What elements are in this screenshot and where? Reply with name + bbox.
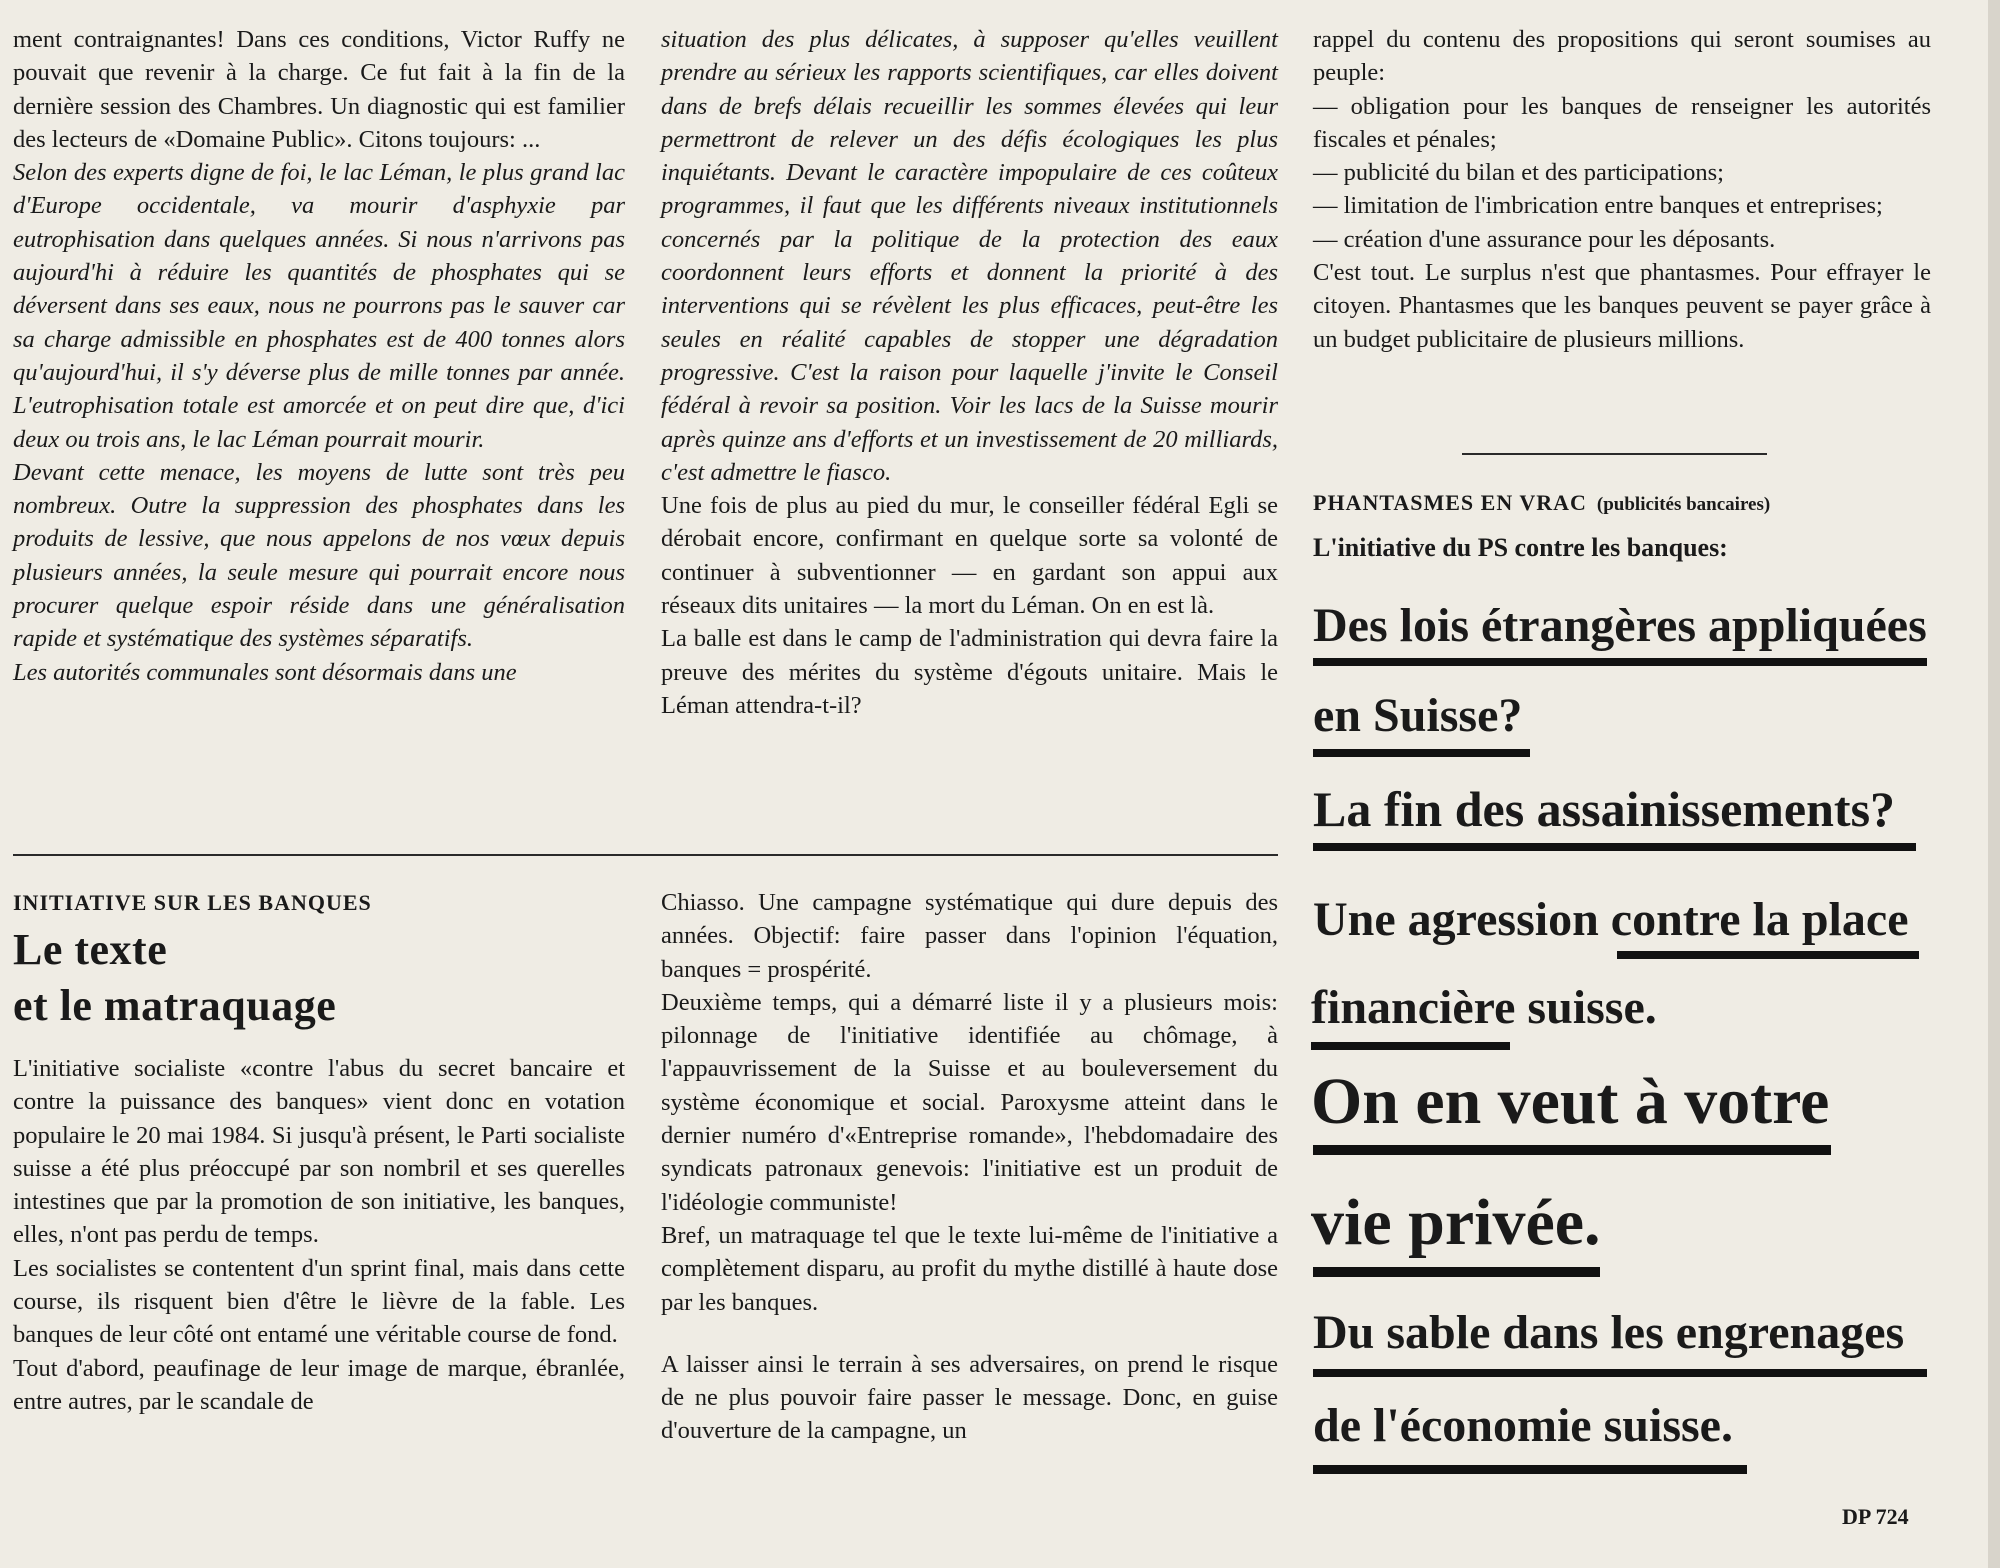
article-col1-para-1: L'initiative socialiste «contre l'abus du secret bancaire et contre la puissance des banques» vient donc en votation populaire le 20 mai 1984. Si jusqu'à présent, le Parti socialiste suisse a été plus préoccupé par son nombril et ses querelles intestines que par la promotion de son initiative, les banques, elles, n'ont pas perdu de temps. — [13, 1055, 625, 1249]
article-col2-para-2: Deuxième temps, qui a démarré liste il y a plusieurs mois: pilonnage de l'initiative identifiée au chômage, à l'appauvrissement de la Suisse et au bouleversement du système économique et social. Paroxysme atteint dans le dernier numéro d'«Entreprise romande», l'hebdomadaire des syndicats patronaux genevois: l'initiative est un produit de l'idéologie communiste! — [661, 988, 1278, 1216]
top-col1-para-3: Devant cette menace, les moyens de lutte sont très peu nombreux. Outre la suppression des phosphates dans les produits de lessive, que nous appelons de nos vœux depuis plusieurs années, la seule mesure qui pourrait encore nous procurer quelque espoir réside dans une généralisation rapide et systématique des systèmes séparatifs. — [13, 458, 625, 653]
top-col1-para-4: Les autorités communales sont désormais dans une — [13, 658, 517, 686]
ad-headline-1: Des lois étrangères appliquées — [1313, 599, 1927, 652]
article-col1-para-3: Tout d'abord, peaufinage de leur image de marque, ébranlée, entre autres, par le scandale de — [13, 1354, 625, 1415]
ad-underline-7 — [1313, 1267, 1600, 1277]
article-col2-para-3: Bref, un matraquage tel que le texte lui-même de l'initiative a complètement disparu, au profit du mythe distillé à haute dose par les banques. — [661, 1221, 1278, 1316]
ad-headline-8: Du sable dans les engrenages — [1313, 1306, 1905, 1359]
ad-headline-9: de l'économie suisse. — [1313, 1399, 1733, 1452]
top-col3-para-1: rappel du contenu des propositions qui seront soumises au peuple: — [1313, 26, 1931, 87]
sidebar-subtitle: L'initiative du PS contre les banques: — [1313, 533, 1728, 562]
article-col2-para-4: A laisser ainsi le terrain à ses adversaires, on prend le risque de ne plus pouvoir faire passer le message. Donc, en guise d'ouverture de la campagne, un — [661, 1350, 1278, 1445]
sidebar-kicker-main: PHANTASMES EN VRAC — [1313, 490, 1587, 515]
article-col-2 — [661, 886, 1278, 1448]
ad-headline-3: La fin des assainissements? — [1313, 781, 1896, 837]
article-kicker: INITIATIVE SUR LES BANQUES — [13, 890, 372, 915]
article-title-line1: Le texte — [13, 925, 168, 974]
article-header — [13, 888, 625, 1034]
article-title-line2: et le matraquage — [13, 981, 337, 1030]
ad-underline-5 — [1311, 1042, 1510, 1050]
top-col3-item-1: — obligation pour les banques de renseigner les autorités fiscales et pénales; — [1313, 92, 1931, 153]
top-col3-item-4: — création d'une assurance pour les déposants. — [1313, 225, 1776, 253]
ad-underline-4 — [1617, 951, 1919, 959]
top-col1-para-2: Selon des experts digne de foi, le lac Léman, le plus grand lac d'Europe occidentale, va mourir d'asphyxie par eutrophisation dans quelques années. Si nous n'arrivons pas aujourd'hi à réduire les quantités de phosphates qui se déversent dans ses eaux, nous ne pourrons pas le sauver car sa charge admissible en phosphates est de 400 tonnes alors qu'aujourd'hui, il s'y déverse plus de mille tonnes par année. L'eutrophisation totale est amorcée et on peut dire que, d'ici deux ou trois ans, le lac Léman pourrait mourir. — [13, 159, 625, 453]
ad-underline-6 — [1313, 1145, 1831, 1155]
ad-headline-6: On en veut à votre — [1311, 1065, 1830, 1138]
sidebar-kicker-paren: (publicités bancaires) — [1596, 494, 1771, 515]
ad-underline-2 — [1313, 749, 1530, 757]
section-divider — [13, 854, 1278, 856]
ad-headline-2: en Suisse? — [1313, 689, 1523, 742]
top-col3-para-2: C'est tout. Le surplus n'est que phantasmes. Pour effrayer le citoyen. Phantasmes que les banques peuvent se payer grâce à un budget publicitaire de plusieurs millions. — [1313, 259, 1931, 353]
top-col2-para-1: situation des plus délicates, à supposer qu'elles veuillent prendre au sérieux les rapports scientifiques, car elles doivent dans de brefs délais recueillir les sommes élevées qui leur permettront de relever un des défis écologiques les plus inquiétants. Devant le caractère impopulaire de ces coûteux programmes, il faut que les différents niveaux institutionnels concernés par la politique de la protection des eaux coordonnent leurs efforts et donnent la priorité à des interventions qui se révèlent les plus efficaces, peut-être les seules en réalité capables de stopper une dégradation progressive. C'est la raison pour laquelle j'invite le Conseil fédéral à revoir sa position. Voir les lacs de la Suisse mourir après quinze ans d'efforts et un investissement de 20 milliards, c'est admettre le fiasco. — [661, 26, 1278, 486]
article-col1-para-2: Les socialistes se contentent d'un sprint final, mais dans cette course, ils risquent bien d'être le lièvre de la fable. Les banques de leur côté ont entamé une véritable course de fond. — [13, 1254, 625, 1349]
sidebar-divider — [1462, 453, 1767, 455]
ad-underline-3 — [1313, 843, 1916, 851]
top-col2-para-2: Une fois de plus au pied du mur, le conseiller fédéral Egli se dérobait encore, confirmant en quelque sorte sa volonté de continuer à subventionner — en gardant son appui aux réseaux dits unitaires — la mort du Léman. On en est là. — [661, 492, 1278, 620]
top-col-1 — [13, 23, 625, 689]
top-col3-item-2: — publicité du bilan et des participations; — [1313, 159, 1724, 187]
ad-headline-5: financière suisse. — [1311, 981, 1657, 1034]
top-col-2 — [661, 23, 1278, 722]
article-col2-para-1: Chiasso. Une campagne systématique qui dure depuis des années. Objectif: faire passer dans l'opinion l'équation, banques = prospérité. — [661, 889, 1278, 983]
top-col2-para-3: La balle est dans le camp de l'administration qui devra faire la preuve des mérites du système d'égouts unitaire. Mais le Léman attendra-t-il? — [661, 625, 1278, 719]
top-col1-para-1: ment contraignantes! Dans ces conditions, Victor Ruffy ne pouvait que revenir à la charge. Ce fut fait à la fin de la dernière session des Chambres. Un diagnostic qui est familier des lecteurs de «Domaine Public». Citons toujours: ... — [13, 26, 625, 153]
top-col3-item-3: — limitation de l'imbrication entre banques et entreprises; — [1313, 192, 1883, 220]
ad-headline-4: Une agression contre la place — [1313, 893, 1909, 946]
page-reference: DP 724 — [1842, 1504, 1909, 1529]
ad-headline-7: vie privée. — [1311, 1186, 1601, 1259]
page-edge — [1988, 0, 2000, 1568]
top-col-3 — [1313, 23, 1931, 356]
ad-underline-9 — [1313, 1465, 1747, 1474]
article-col-1 — [13, 1052, 625, 1418]
ad-underline-1 — [1313, 658, 1927, 666]
sidebar-kicker — [1313, 488, 1933, 518]
ad-underline-8 — [1313, 1369, 1927, 1377]
